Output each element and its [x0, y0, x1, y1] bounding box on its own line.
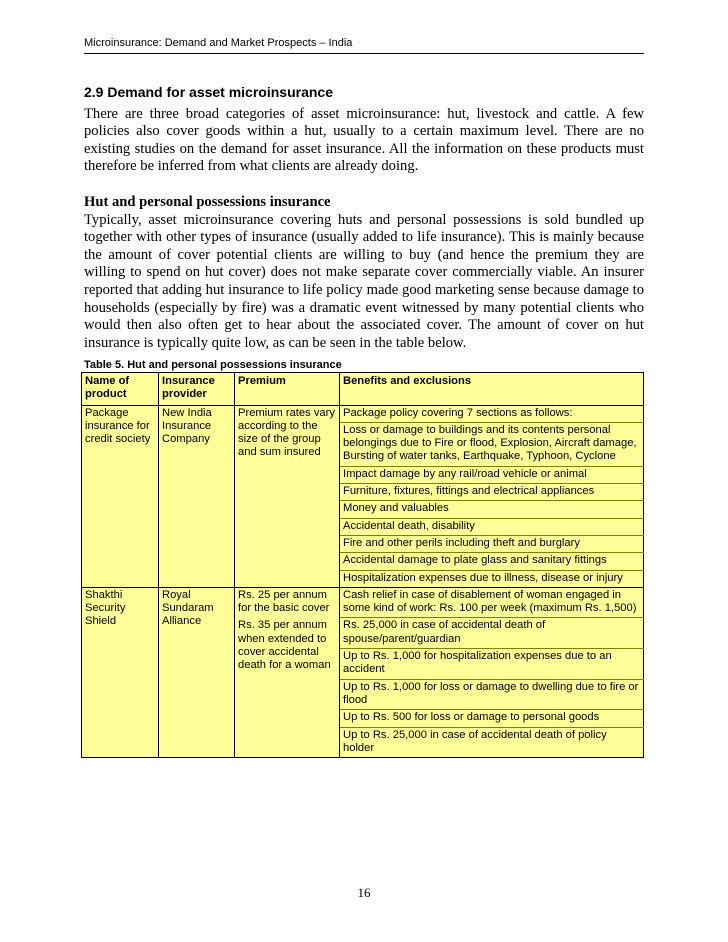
premium-line: Rs. 35 per annum when extended to cover accidental death for a woman	[238, 619, 331, 672]
benefit-item: Package policy covering 7 sections as follows:	[340, 405, 644, 422]
product-cell: Package insurance for credit society	[82, 405, 159, 587]
page-number: 16	[357, 885, 371, 900]
product-cell: Shakthi Security Shield	[82, 587, 159, 757]
intro-paragraph: There are three broad categories of asset microinsurance: hut, livestock and cattle. A few policies also cover goods within a hut, usually to a certain maximum level. There are no existing studies on the demand for asset insurance. All the information on these products must therefore be inferred from what clients are already doing.	[84, 105, 644, 175]
benefit-item: Up to Rs. 1,000 for loss or damage to dwelling due to fire or flood	[340, 679, 644, 710]
benefit-item: Furniture, fixtures, fittings and electrical appliances	[340, 484, 644, 501]
provider-cell: New India Insurance Company	[159, 405, 235, 587]
insurance-table	[81, 372, 644, 758]
section-title: 2.9 Demand for asset microinsurance	[84, 84, 333, 100]
premium-cell: Premium rates vary according to the size of the group and sum insured	[235, 405, 340, 587]
table-caption: Table 5. Hut and personal possessions insurance	[84, 359, 342, 371]
subheading: Hut and personal possessions insurance	[84, 193, 331, 210]
table-row	[82, 587, 644, 618]
benefit-item: Impact damage by any rail/road vehicle or animal	[340, 466, 644, 483]
header-name-of-product: Name of product	[82, 373, 159, 406]
running-header: Microinsurance: Demand and Market Prospects – India	[84, 37, 644, 54]
benefit-item: Up to Rs. 25,000 in case of accidental death of policy holder	[340, 727, 644, 758]
benefit-item: Loss or damage to buildings and its contents personal belongings due to Fire or flood, Explosion, Aircraft damage, Bursting of water tanks, Earthquake, Typhoon, Cyclone	[340, 422, 644, 466]
section-body	[84, 84, 644, 352]
premium-cell	[235, 587, 340, 757]
benefit-item: Fire and other perils including theft and burglary	[340, 535, 644, 552]
benefit-item: Cash relief in case of disablement of woman engaged in some kind of work: Rs. 100 per week (maximum Rs. 1,500)	[340, 587, 644, 618]
benefit-item: Accidental death, disability	[340, 518, 644, 535]
benefit-item: Hospitalization expenses due to illness, disease or injury	[340, 570, 644, 587]
table-row	[82, 405, 644, 422]
header-insurance-provider: Insurance provider	[159, 373, 235, 406]
benefit-item: Up to Rs. 1,000 for hospitalization expenses due to an accident	[340, 649, 644, 680]
header-benefits: Benefits and exclusions	[340, 373, 644, 406]
premium-line: Rs. 25 per annum for the basic cover	[238, 588, 330, 615]
benefit-item: Accidental damage to plate glass and sanitary fittings	[340, 553, 644, 570]
table-header-row	[82, 373, 644, 406]
benefit-item: Rs. 25,000 in case of accidental death of spouse/parent/guardian	[340, 618, 644, 649]
body-paragraph: Typically, asset microinsurance covering huts and personal possessions is sold bundled up together with other types of insurance (usually added to life insurance). This is mainly because the amount of cover potential clients are willing to buy (and hence the premium they are willing to spend on hut cover) does not make separate cover commercially viable. An insurer reported that adding hut insurance to life policy made good marketing sense because damage to households (especially by fire) was a dramatic event witnessed by many potential clients who would then also often get to hear about the associated cover. The amount of cover on hut insurance is typically quite low, as can be seen in the table below.	[84, 211, 644, 351]
benefit-item: Up to Rs. 500 for loss or damage to personal goods	[340, 710, 644, 727]
provider-cell: Royal Sundaram Alliance	[159, 587, 235, 757]
benefit-item: Money and valuables	[340, 501, 644, 518]
header-premium: Premium	[235, 373, 340, 406]
